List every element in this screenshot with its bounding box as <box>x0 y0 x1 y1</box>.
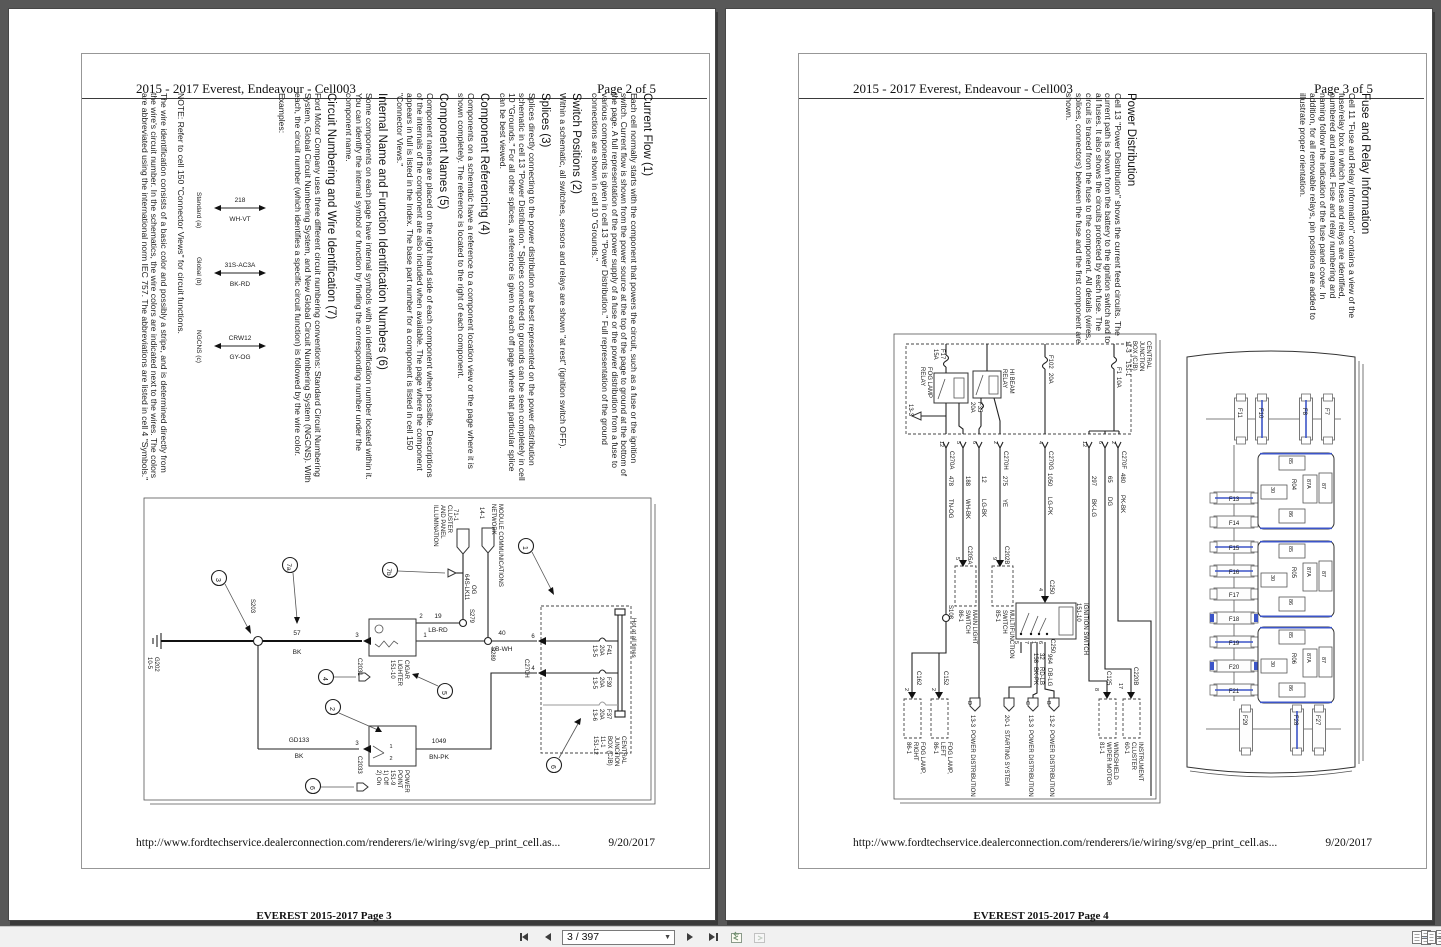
diagram-label: F27 <box>1314 715 1320 726</box>
diagram-label: WH-VT <box>229 216 251 223</box>
diagram-label: LG-BK <box>980 499 986 518</box>
previous-page-icon <box>543 932 552 942</box>
diagram-label: 31S-AC3A <box>224 262 256 269</box>
diagram-label: F39 <box>605 677 611 688</box>
diagram-label: CIGAR <box>403 660 409 680</box>
diagram-label: CENTRAL <box>1145 341 1151 370</box>
diagram-label: STARTING SYSTEM <box>1003 730 1009 787</box>
diagram-label: 4 <box>1037 588 1043 592</box>
diagram-label: WINDSHIELD <box>1112 742 1118 780</box>
diagram-label: 87A <box>1305 653 1311 663</box>
footer-url: http://www.fordtechservice.dealerconnection.com/renderers/ie/wiring/svg/ep_print_cell.as... <box>136 837 561 849</box>
diagram-label: POWER DISTRIBUTION <box>969 730 975 797</box>
diagram-label: 86 <box>1287 685 1293 692</box>
diagram-label: 6 <box>308 786 315 790</box>
diagram-label: R06 <box>1290 653 1296 665</box>
section-heading: Internal Name and Function Identification Numbers (6) <box>375 93 388 370</box>
section-heading: Current Flow (1) <box>641 93 653 177</box>
diagram-label: 2 <box>903 688 909 692</box>
diagram-label: 3 <box>355 633 359 639</box>
previous-view-button[interactable] <box>728 929 744 945</box>
diagram-label: 1049 <box>431 738 447 745</box>
diagram-label: 57 <box>293 630 301 637</box>
two-page-continuous-icon <box>1434 930 1441 945</box>
diagram-label: C270F <box>1120 451 1126 470</box>
diagram-label: 1 <box>521 546 528 550</box>
diagram-label: 6 <box>1037 641 1043 645</box>
ground-G202 <box>153 633 161 649</box>
diagram-label: F18 <box>1228 617 1240 623</box>
diagram-label: 13-2 <box>1048 715 1054 728</box>
diagram-label: F28 <box>1292 715 1298 726</box>
section-heading: Splices (3) <box>538 93 551 148</box>
diagram-label: 12 <box>1081 441 1087 448</box>
page-navigation <box>516 928 767 946</box>
diagram-label: 275 <box>1001 476 1007 487</box>
last-page-icon <box>708 932 719 942</box>
diagram-label: 87A <box>1305 567 1311 577</box>
section-heading: Circuit Numbering and Wire Identification (7) <box>324 93 337 320</box>
footer-url-line <box>136 837 655 849</box>
diagram-label: IGNITION SWITCH <box>1082 603 1088 655</box>
diagram-label: 7a <box>285 563 292 571</box>
diagram-label: CRW12 <box>228 335 252 342</box>
diagram-label: 4 <box>531 666 535 672</box>
document-footer: EVEREST 2015-2017 Page 4 <box>973 910 1109 922</box>
diagram-label: R04 <box>1290 479 1296 491</box>
diagram-label: BN-PK <box>429 754 449 761</box>
bottom-fuses <box>1240 705 1326 755</box>
diagram-label: C270A <box>948 451 954 470</box>
connector-row <box>943 442 1121 448</box>
diagram-label: 20A <box>969 402 975 413</box>
diagram-label: F21 <box>1228 689 1240 695</box>
diagram-label: C125 <box>1105 671 1111 686</box>
ignition-switch <box>1016 596 1076 639</box>
footer-url-line <box>853 837 1372 849</box>
diagram-label: GD133 <box>288 737 310 744</box>
section-body: Some components on each page have internal symbols with an identification number located within it. You can identify the internal symbol or function by finding the corresponding number under the component name. <box>344 93 374 480</box>
rotated-text-fuse-relay <box>1259 93 1371 323</box>
diagram-label: MULTIFUNCTION <box>1008 610 1014 659</box>
section-heading: Component Names (5) <box>436 93 449 210</box>
diagram-label: LB-RD <box>428 627 448 634</box>
diagram-label: BOX (CJB) <box>1131 341 1137 371</box>
page-number-value: 3 / 397 <box>567 931 600 943</box>
diagram-label: 30 <box>1269 487 1275 494</box>
diagram-label: 13-5 <box>591 645 597 658</box>
note-line: NOTE: Refer to cell 150 "Connector Views" for circuit functions. <box>175 93 186 334</box>
diagram-label: 86-1 <box>957 610 963 623</box>
diagram-label: F15 <box>1228 546 1240 552</box>
diagram-border <box>144 498 655 804</box>
diagram-label: RIGHT <box>912 742 918 761</box>
section-body: Within a schematic, all switches, sensors and relays are shown "at rest" (ignition switch OFF). <box>558 93 569 449</box>
diagram-label: 30 <box>1269 661 1275 668</box>
diagram-label: GY-OG <box>229 354 251 361</box>
diagram-label: F20 <box>1228 665 1240 671</box>
diagram-label: 13-6 <box>591 709 597 722</box>
diagram-label: Global (b) <box>195 257 202 286</box>
diagram-label: CLUSTER <box>446 505 452 534</box>
diagram-label: 87 <box>1320 571 1326 578</box>
diagram-label: 218 <box>234 197 246 204</box>
diagram-label: 1050 <box>1046 473 1052 487</box>
diagram-label: 5 <box>440 691 447 695</box>
section-body: Cell 11 "Fuse and Relay Information" contains a view of the fuse/relay box in which fuses and relays are identified, numbered and named. Fuse and relay numbering and naming follow the indication of the fuse panel cover. In addition, for all removable relays, pin positions are added to illustrate proper orientation. <box>1298 93 1357 320</box>
section-body: Component names are placed on the right hand side of each component when possible. Descriptions of the internals of the component are also included when available. The page where the component appears in full is listed in the Index. The base part number for a component is listed in cell 150 "Connector Views." <box>395 93 435 478</box>
diagram-label: R05 <box>1290 567 1296 579</box>
diagram-label: Standard (a) <box>195 192 202 229</box>
diagram-label: 86 <box>1287 599 1293 606</box>
diagram-label: C205A <box>966 546 972 565</box>
cjb-box <box>538 606 631 753</box>
diagram-label: C250 <box>1048 580 1054 595</box>
diagram-label: 13-3 <box>1027 715 1033 728</box>
diagram-label: 4 <box>1037 441 1043 445</box>
diagram-label: B <box>1045 701 1051 705</box>
diagram-label: F11 <box>1236 408 1242 418</box>
diagram-label: 14-1 <box>478 507 484 520</box>
diagram-label: 81-1 <box>1098 742 1104 755</box>
offpage-pentagon-cluster <box>457 529 469 554</box>
diagram-label: 8 <box>1093 688 1099 692</box>
diagram-label: LG-PK <box>1046 497 1052 516</box>
diagram-label: WIPER MOTOR <box>1105 742 1111 786</box>
diagram-label: F17 <box>939 349 945 360</box>
panel-outline <box>1187 351 1363 777</box>
diagram-label: 151-10 <box>389 660 395 679</box>
diagram-label: BK <box>292 649 302 656</box>
diagram-label: 964 <box>1046 654 1052 665</box>
diagram-label: 5 <box>1013 641 1019 645</box>
diagram-label: 20A <box>1047 373 1053 384</box>
diagram-label: 2 <box>992 441 998 445</box>
diagram-label: POINT <box>396 770 402 789</box>
diagram-label: 40 <box>498 630 506 637</box>
diagram-label: OG <box>470 585 476 595</box>
diagram-label: F10 <box>1257 408 1263 419</box>
diagram-label: 151-1 <box>1124 361 1130 377</box>
diagram-label: 2 <box>1110 441 1116 445</box>
diagram-label: C2033 <box>356 756 362 774</box>
document-footer: EVEREST 2015-2017 Page 3 <box>256 910 392 922</box>
diagram-label: 2 <box>930 688 936 692</box>
diagram-label: NGCNS (c) <box>195 330 202 363</box>
layout-mode-group <box>1405 928 1436 946</box>
diagram-label: 1 <box>389 744 393 750</box>
page-number-label: Page 3 of 5 <box>1314 81 1373 96</box>
diagram-label: F1 <box>1115 367 1121 375</box>
section-heading: Component Referencing (4) <box>477 93 490 235</box>
diagram-label: 85 <box>1287 546 1293 553</box>
diagram-label: FOG LAMP, <box>919 742 925 774</box>
footer-date: 9/20/2017 <box>608 837 655 849</box>
diagram-label: 30 <box>1269 575 1275 582</box>
diagram-label: 71-1 <box>452 509 458 522</box>
footer-url: http://www.fordtechservice.dealerconnection.com/renderers/ie/wiring/svg/ep_print_cell.as... <box>853 837 1278 849</box>
diagram-label: C <box>1024 701 1030 705</box>
cigar-lighter-box <box>363 619 416 656</box>
diagram-label: F17 <box>1228 593 1240 599</box>
diagram-label: C270G <box>1047 451 1053 471</box>
diagram-label: BK <box>294 753 304 760</box>
example-arrow <box>214 205 266 349</box>
diagram-label: S108 <box>947 605 953 620</box>
diagram-label: F37 <box>605 709 611 720</box>
diagram-label: NETWORK <box>490 504 496 535</box>
diagram-label: TN-OG <box>947 499 953 519</box>
diagram-label: 15A <box>932 349 938 360</box>
diagram-label: HI BEAM <box>1008 369 1014 394</box>
diagram-label: 86-1 <box>905 742 911 755</box>
diagram-label: 478 <box>947 476 953 487</box>
diagram-label: 85-1 <box>994 610 1000 623</box>
footer-date: 9/20/2017 <box>1325 837 1372 849</box>
diagram-label: 86 <box>1287 511 1293 518</box>
diagram-label: Hot at all times <box>630 618 636 658</box>
diagram-label: S203 <box>249 599 255 614</box>
diagram-label: 86-1 <box>932 742 938 755</box>
document-page-left <box>8 8 716 921</box>
section-heading: Switch Positions (2) <box>570 93 583 194</box>
section-body: Each cell normally starts with the component that powers the circuit, such as a fuse or the ignition switch. Current flow is shown from the power source at the top of the page to ground at the bottom of the page. A full representation of the power supply of a fuse or the power distribution from a fuse to various components is given in cell 13 "Power Distribution." Full representation of the ground connections are shown in cell 10 "Grounds." <box>590 93 639 477</box>
chevron-down-icon: ▼ <box>664 933 671 941</box>
diagram-label: SWITCH <box>964 610 970 634</box>
diagram-label: 12 <box>980 476 986 483</box>
diagram-label: AND PANEL <box>439 505 445 539</box>
page-number-label: Page 2 of 5 <box>597 81 656 96</box>
diagram-label: G202 <box>153 657 159 672</box>
next-view-button[interactable] <box>751 929 767 945</box>
diagram-label: INSTRUMENT <box>1137 742 1143 782</box>
diagram-label: 3 <box>214 578 221 582</box>
diagram-label: 158 <box>1032 653 1038 664</box>
diagram-label: F41 <box>605 645 611 656</box>
diagram-label: F102 <box>1047 355 1053 369</box>
section-body: Components on a schematic have a reference to a component location view or the page where it is shown completely. The reference is located to the right of each component. <box>456 93 476 469</box>
diagram-label: 1) Off <box>382 770 388 785</box>
main-light-switch <box>955 560 976 606</box>
diagram-label: 32 <box>1038 653 1044 660</box>
diagram-label: 13-3 <box>969 715 975 728</box>
single-page-view-button[interactable] <box>1405 936 1409 938</box>
diagram-label: BK-PK <box>1032 667 1038 686</box>
diagram-label: 13-3 <box>907 404 913 417</box>
diagram-label: 20A <box>598 645 604 656</box>
first-page-icon <box>519 932 530 942</box>
diagram-label: 11-3 <box>1124 341 1130 353</box>
previous-view-icon <box>729 931 744 944</box>
examples-heading: Examples: <box>276 93 287 134</box>
diagram-label: 10-5 <box>146 657 152 670</box>
diagram-label: F14 <box>1228 521 1240 527</box>
diagram-label: JUNCTION <box>613 736 619 767</box>
diagram-label: 151-10 <box>1075 603 1081 622</box>
diagram-label: DB-LG <box>1046 668 1052 687</box>
note-body: The wire identification consists of a basic color and possibly a stripe, and is determined directly from the wire's circuit number. In the schematics, the wire colors are indicated next to the wires. The colors are abbreviated using the international norm IEC 757. The abbreviations are listed in cell 4 "Symbols." <box>139 93 170 481</box>
diagram-label: F35 <box>976 402 982 413</box>
rotated-text-power-distribution <box>1019 93 1137 353</box>
diagram-label: F19 <box>1228 641 1240 647</box>
diagram-label: JUNCTION <box>1138 341 1144 372</box>
diagram-label: YE <box>1001 499 1007 508</box>
diagram-label: 87 <box>1320 483 1326 490</box>
diagram-label: 85 <box>1287 458 1293 465</box>
diagram-label: CLUSTER <box>1130 742 1136 771</box>
diagram-label: DG <box>1106 497 1112 506</box>
diagram-label: 85 <box>1287 632 1293 639</box>
next-page-button[interactable] <box>682 929 698 945</box>
diagram-label: BK-RD <box>229 281 251 288</box>
diagram-label: RELAY <box>919 367 925 387</box>
diagram-label: FOG LAMP <box>926 367 932 399</box>
diagram-label: MODULE COMMUNICATIONS <box>497 504 503 587</box>
diagram-label: 1 <box>423 633 427 639</box>
previous-page-button[interactable] <box>539 929 555 945</box>
diagram-label: 20-1 <box>1003 715 1009 728</box>
section-heading: Power Distribution <box>1125 93 1137 187</box>
diagram-label: 7 <box>1023 641 1029 645</box>
diagram-label: C202B <box>1003 546 1009 565</box>
diagram-label: 87A <box>1305 479 1311 489</box>
viewer-toolbar <box>0 926 1441 947</box>
diagram-label: F7 <box>1323 408 1329 416</box>
diagram-label: ILLUMINATION <box>432 505 438 547</box>
diagram-label: 6 <box>531 634 535 640</box>
diagram-label: 151-9 <box>389 770 395 786</box>
diagram-label: D <box>966 701 972 705</box>
diagram-label: 297 <box>1090 476 1096 487</box>
diagram-label: LEFT <box>939 742 945 757</box>
diagram-label: WH-BK <box>964 499 970 519</box>
diagram-label: RELAY <box>1001 369 1007 389</box>
diagram-label: 6 <box>1097 441 1103 445</box>
diagram-label: 11-1 <box>599 736 605 748</box>
diagram-label: S279 <box>468 609 474 624</box>
diagram-label: C270H <box>1002 451 1008 470</box>
first-page-button[interactable] <box>516 929 532 945</box>
diagram-label: 151-12 <box>592 736 598 755</box>
diagram-label: 9 <box>991 557 997 561</box>
diagram-label: LB-WH <box>491 646 513 653</box>
diagram-label: RD-LB <box>1038 667 1044 686</box>
diagram-label: 4 <box>321 677 328 681</box>
next-page-icon <box>686 932 695 942</box>
diagram-label: POWER DISTRIBUTION <box>1048 730 1054 797</box>
diagram-label: 5 <box>954 557 960 561</box>
diagram-label: 64S-LK11 <box>463 574 469 601</box>
diagram-label: 65 <box>1106 476 1112 483</box>
diagram-label: C162 <box>915 671 921 686</box>
diagram-label: CENTRAL <box>620 736 626 765</box>
diagram-label: 60-1 <box>1123 742 1129 755</box>
diagram-label: 10A <box>1115 377 1121 388</box>
diagram-label: 19 <box>434 613 442 620</box>
diagram-label: 7b <box>385 568 392 576</box>
diagram-label: 20A <box>598 709 604 720</box>
diagram-label: F16 <box>1228 570 1240 576</box>
diagram-label: 13-5 <box>591 677 597 690</box>
diagram-label: PK-BK <box>1119 495 1125 514</box>
diagram-label: S289 <box>489 647 495 662</box>
diagram-label: 3 <box>355 741 359 747</box>
fuse-relay-panel <box>1176 343 1388 785</box>
page-title: 2015 - 2017 Everest, Endeavour - Cell003 <box>136 81 356 96</box>
diagram-label: 2 <box>389 756 393 762</box>
section-heading: Fuse and Relay Information <box>1359 93 1371 235</box>
section-body: Cell 13 "Power Distribution" shows the current feed circuits. The current path is shown from the battery to the ignition switch and to all fuses. It also shows the circuits protected by each fuse. The circuit is traced from the fuse to the component. All details (wires, splices, connectors) between the fuse and the first component are shown. <box>1064 93 1123 344</box>
diagram-label: 2 <box>328 707 335 711</box>
diagram-label: C250 <box>1049 639 1055 654</box>
multifunction-switch <box>992 560 1013 606</box>
wire-examples <box>189 169 285 379</box>
diagram-label: 6 <box>549 765 556 769</box>
diagram-label: 6 <box>971 441 977 445</box>
diagram-label: POWER DISTRIBUTION <box>1027 730 1033 797</box>
diagram-label: 5 <box>955 441 961 445</box>
last-page-button[interactable] <box>705 929 721 945</box>
diagram-label: LIGHTER <box>396 660 402 687</box>
diagram-label: C220B <box>1132 667 1138 686</box>
page-number-combobox[interactable] <box>562 930 675 945</box>
diagram-label: MAIN LIGHT <box>971 610 977 645</box>
diagram-label: 12 <box>938 441 944 448</box>
diagram-label: 20A <box>598 677 604 688</box>
diagram-label: 2 <box>419 614 423 620</box>
diagram-label: 1 <box>1030 641 1036 645</box>
diagram-label: 87 <box>1320 657 1326 664</box>
diagram-label: 188 <box>964 476 970 487</box>
diagram-label: F13 <box>1228 497 1240 503</box>
diagram-label: F8 <box>1301 408 1307 416</box>
diagram-label: 480 <box>1119 473 1125 484</box>
document-page-right <box>725 8 1433 921</box>
diagram-label: 17 <box>1117 683 1123 690</box>
diagram-label: F29 <box>1241 715 1247 726</box>
diagram-label: BK-LG <box>1090 499 1096 518</box>
page-title: 2015 - 2017 Everest, Endeavour - Cell003 <box>853 81 1073 96</box>
section-body: Ford Motor Company uses three different circuit numbering conventions: Standard Circuit Numbering System, Global Circuit Numbering System, and New Global Circuit Numbering System (NGCNS). With each, the circuit number (which identifies a specific circuit function) is followed by the wire color. <box>293 93 323 483</box>
diagram-label: C270H <box>523 659 529 678</box>
diagram-label: 2) On <box>375 770 381 786</box>
wiring-diagram-power-distribution <box>891 331 1163 813</box>
wiring-diagram-cigar-lighter <box>141 491 661 809</box>
section-body: Splices directly connecting to the power distribution are best represented on the power distribution schematic in cell 13 "Power Distribution." Splices connected to grounds can be seen completely in cell 10 "Grounds." For all other splices, a reference is given to each off page where that particular splice can be best viewed. <box>497 93 537 481</box>
diagram-label: BOX (CJB) <box>606 736 612 766</box>
bottom-components <box>904 692 1140 738</box>
diagram-border <box>894 334 1160 803</box>
diagram-label: C2031 <box>356 658 362 676</box>
diagram-label: POWER <box>403 770 409 793</box>
diagram-label: C152 <box>942 671 948 686</box>
next-view-icon <box>752 931 767 944</box>
diagram-label: FOG LAMP, <box>946 742 952 774</box>
diagram-label: SWITCH <box>1001 610 1007 634</box>
